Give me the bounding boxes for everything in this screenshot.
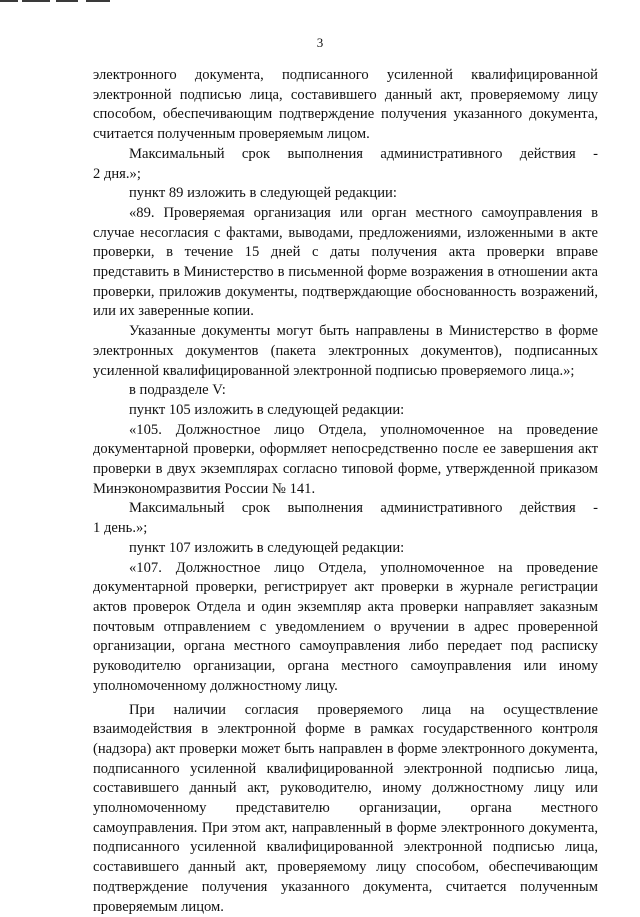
paragraph: При наличии согласия проверяемого лица на осуществление взаимодействия в электронной форме в рамках государственного контроля (надзора) акт проверки может быть направлен в форме электронного документа, подписанного усиленной квалифицированной электронной подписью лица, составившего данный акт, руководителю, иному должностному лицу или уполномоченному представителю организации, органа местного самоуправления. При этом акт, направленный в форме электронного документа, подписанного усиленной квалифицированной электронной подписью лица, составившего данный акт, проверяемому лицу способом, обеспечивающим подтверждение получения указанного документа, считается полученным проверяемым лицом.	[93, 701, 598, 917]
paragraph: 1 день.»;	[93, 519, 598, 539]
paragraph: «107. Должностное лицо Отдела, уполномоченное на проведение документарной проверки, регистрирует акт проверки в журнале регистрации актов проверок Отдела и один экземпляр акта проверки направляет заказным почтовым отправлением с уведомлением о вручении в адрес проверенной организации, органа местного самоуправления либо передает под расписку руководителю организации, органа местного самоуправления или иному уполномоченному должностному лицу.	[93, 559, 598, 697]
document-body	[93, 66, 598, 917]
paragraph: 2 дня.»;	[93, 165, 598, 185]
scan-edge-mark	[56, 0, 78, 2]
paragraph: «105. Должностное лицо Отдела, уполномоченное на проведение документарной проверки, оформляет непосредственно после ее завершения акт проверки в двух экземплярах согласно типовой форме, утвержденной приказом Минэкономразвития России № 141.	[93, 421, 598, 500]
paragraph: пункт 89 изложить в следующей редакции:	[93, 184, 598, 204]
paragraph: в подразделе V:	[93, 381, 598, 401]
paragraph: пункт 107 изложить в следующей редакции:	[93, 539, 598, 559]
paragraph: пункт 105 изложить в следующей редакции:	[93, 401, 598, 421]
scan-edge-mark	[0, 0, 18, 2]
paragraph: электронного документа, подписанного усиленной квалифицированной электронной подписью лица, составившего данный акт, проверяемому лицу способом, обеспечивающим подтверждение получения указанного документа, считается полученным проверяемым лицом.	[93, 66, 598, 145]
scan-edge-mark	[86, 0, 110, 2]
paragraph: Максимальный срок выполнения административного действия -	[93, 499, 598, 519]
page-number: 3	[0, 35, 640, 51]
paragraph: «89. Проверяемая организация или орган местного самоуправления в случае несогласия с фактами, выводами, предложениями, изложенными в акте проверки, в течение 15 дней с даты получения акта проверки вправе представить в Министерство в письменной форме возражения в отношении акта проверки, приложив документы, подтверждающие обоснованность возражений, или их заверенные копии.	[93, 204, 598, 322]
paragraph: Указанные документы могут быть направлены в Министерство в форме электронных документов (пакета электронных документов), подписанных усиленной квалифицированной электронной подписью проверяемого лица.»;	[93, 322, 598, 381]
scan-edge-mark	[22, 0, 50, 2]
paragraph: Максимальный срок выполнения административного действия -	[93, 145, 598, 165]
